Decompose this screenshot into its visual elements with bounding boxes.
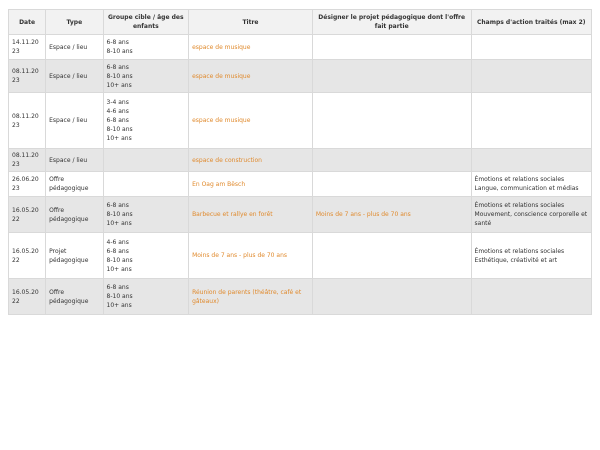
cell-age-group [103, 197, 189, 233]
date-text: 08.11.2023 [12, 112, 39, 129]
age-group-item: 4-6 ans [106, 238, 129, 246]
offer-title-link[interactable]: En Oag am Bësch [192, 180, 246, 188]
table-row [9, 197, 592, 233]
age-group-item: 6-8 ans [106, 39, 129, 46]
table-row [9, 60, 592, 93]
cell-type [46, 149, 103, 172]
cell-project [312, 149, 471, 172]
cell-date [9, 233, 46, 279]
date-text: 16.05.2022 [12, 247, 39, 264]
table-row [9, 233, 592, 279]
header-type: Type [46, 10, 103, 35]
offers-table [8, 9, 592, 315]
cell-date [9, 60, 46, 93]
cell-age-group [103, 279, 189, 315]
cell-champs [471, 35, 591, 60]
header-champs: Champs d'action traités (max 2) [471, 10, 591, 35]
type-text: Offre pédagogique [49, 206, 89, 223]
type-text: Espace / lieu [49, 117, 88, 124]
cell-date [9, 279, 46, 315]
cell-champs [471, 93, 591, 149]
cell-age-group [103, 233, 189, 279]
age-group-item: 10+ ans [106, 81, 132, 89]
date-text: 08.11.2023 [12, 152, 39, 168]
offer-title-link[interactable]: Barbecue et rallye en forêt [192, 211, 273, 218]
type-text: Offre pédagogique [49, 288, 89, 305]
table-row [9, 149, 592, 172]
cell-type [46, 60, 103, 93]
cell-champs [471, 172, 591, 197]
offer-title-link[interactable]: Moins de 7 ans - plus de 70 ans [192, 252, 287, 259]
cell-project [312, 233, 471, 279]
cell-title [189, 149, 313, 172]
cell-title [189, 93, 313, 149]
age-group-item: 6-8 ans [106, 247, 129, 255]
cell-type [46, 172, 103, 197]
table-row [9, 172, 592, 197]
champ-item: Mouvement, conscience corporelle et santé [474, 211, 588, 227]
header-date: Date [9, 10, 46, 35]
cell-type [46, 197, 103, 233]
offer-title-link[interactable]: espace de construction [192, 156, 262, 164]
cell-title [189, 172, 313, 197]
cell-champs [471, 233, 591, 279]
cell-champs [471, 197, 591, 233]
age-group-item: 8-10 ans [106, 72, 133, 80]
cell-title [189, 279, 313, 315]
header-title: Titre [189, 10, 313, 35]
table-row [9, 279, 592, 315]
date-text: 26.06.2023 [12, 176, 39, 192]
age-group-item: 10+ ans [106, 135, 132, 142]
table-body [9, 35, 592, 315]
offer-title-link[interactable]: espace de musique [192, 43, 251, 51]
champ-item: Émotions et relations sociales [474, 247, 565, 255]
type-text: Espace / lieu [49, 43, 88, 51]
age-group-item: 10+ ans [106, 220, 132, 227]
age-group-item: 10+ ans [106, 265, 132, 273]
age-group-item: 8-10 ans [106, 126, 133, 133]
cell-age-group [103, 93, 189, 149]
table-row [9, 35, 592, 60]
age-group-item: 8-10 ans [106, 211, 133, 218]
cell-type [46, 233, 103, 279]
cell-champs [471, 60, 591, 93]
cell-project [312, 172, 471, 197]
age-group-item: 6-8 ans [106, 202, 129, 209]
date-text: 08.11.2023 [12, 68, 39, 84]
header-row [9, 10, 592, 35]
cell-date [9, 172, 46, 197]
cell-project [312, 93, 471, 149]
age-group-item: 8-10 ans [106, 293, 133, 300]
age-group-item: 6-8 ans [106, 284, 129, 291]
cell-type [46, 93, 103, 149]
age-group-item: 6-8 ans [106, 117, 129, 124]
date-text: 16.05.2022 [12, 206, 39, 223]
cell-project [312, 60, 471, 93]
header-project: Désigner le projet pédagogique dont l'offre fait partie [312, 10, 471, 35]
cell-champs [471, 279, 591, 315]
cell-age-group [103, 172, 189, 197]
cell-title [189, 233, 313, 279]
cell-age-group [103, 35, 189, 60]
cell-type [46, 35, 103, 60]
type-text: Espace / lieu [49, 156, 88, 164]
type-text: Projet pédagogique [49, 247, 89, 264]
age-group-item: 10+ ans [106, 302, 132, 309]
offers-table-container [8, 9, 592, 315]
offer-title-link[interactable]: Réunion de parents (théâtre, café et gâteaux) [192, 288, 302, 305]
cell-age-group [103, 60, 189, 93]
offer-title-link[interactable]: espace de musique [192, 72, 251, 80]
cell-date [9, 149, 46, 172]
champ-item: Langue, communication et médias [474, 185, 579, 192]
cell-project [312, 279, 471, 315]
cell-date [9, 197, 46, 233]
cell-type [46, 279, 103, 315]
offer-title-link[interactable]: espace de musique [192, 117, 251, 124]
age-group-item: 4-6 ans [106, 108, 129, 115]
cell-date [9, 35, 46, 60]
cell-project [312, 197, 471, 233]
champ-item: Émotions et relations sociales [474, 176, 565, 183]
cell-title [189, 60, 313, 93]
project-link[interactable]: Moins de 7 ans - plus de 70 ans [315, 211, 411, 218]
age-group-item: 8-10 ans [106, 256, 133, 264]
cell-title [189, 197, 313, 233]
cell-champs [471, 149, 591, 172]
table-header [9, 10, 592, 35]
cell-title [189, 35, 313, 60]
age-group-item: 8-10 ans [106, 48, 133, 55]
champ-item: Esthétique, créativité et art [474, 256, 558, 264]
date-text: 16.05.2022 [12, 288, 39, 305]
cell-date [9, 93, 46, 149]
champ-item: Émotions et relations sociales [474, 202, 565, 209]
age-group-item: 6-8 ans [106, 63, 129, 71]
date-text: 14.11.2023 [12, 39, 39, 55]
type-text: Espace / lieu [49, 72, 88, 80]
cell-age-group [103, 149, 189, 172]
type-text: Offre pédagogique [49, 176, 89, 192]
table-row [9, 93, 592, 149]
age-group-item: 3-4 ans [106, 99, 129, 106]
cell-project [312, 35, 471, 60]
header-age-group: Groupe cible / âge des enfants [103, 10, 189, 35]
